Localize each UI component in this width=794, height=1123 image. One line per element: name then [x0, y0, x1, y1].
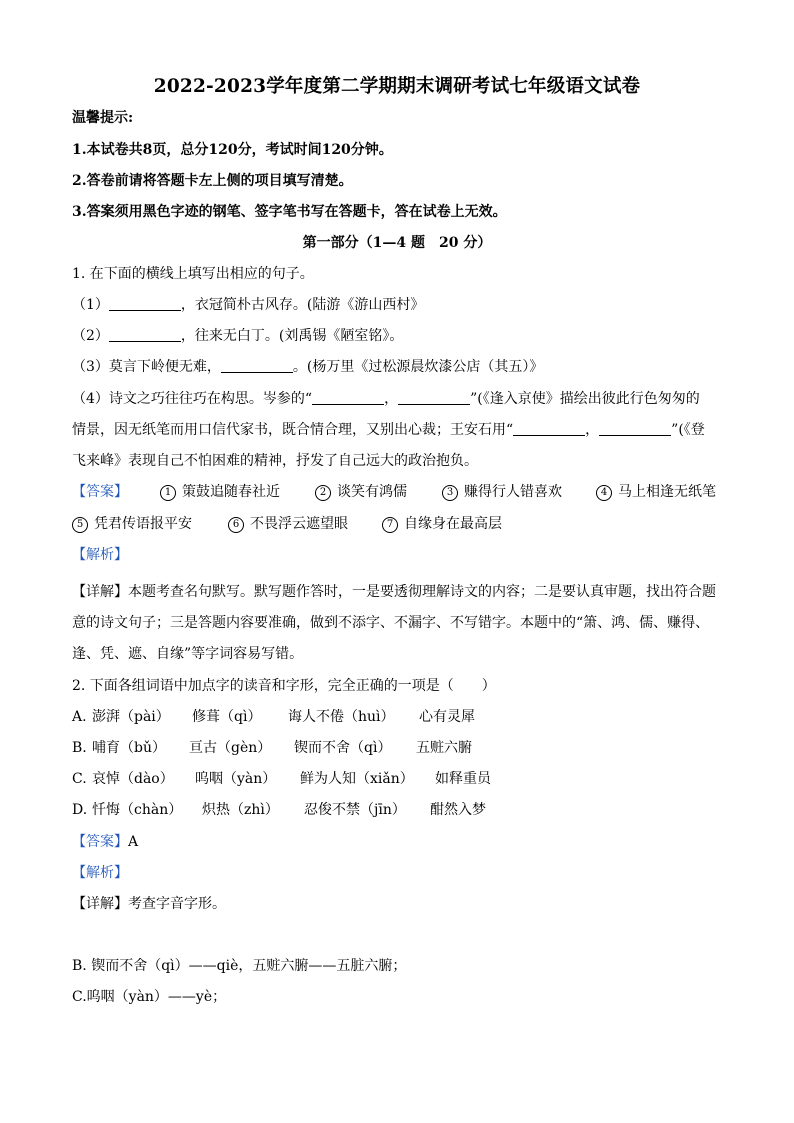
circle-number: 7 [382, 517, 398, 533]
fill-blank [513, 421, 585, 436]
question-line [72, 420, 705, 440]
answer-text: 凭君传语报平安 [94, 516, 192, 532]
sub-number: （2） [72, 328, 109, 344]
question-text: 。(杨万里《过松源晨炊漆公店（其五）》 [292, 359, 544, 375]
question-line [72, 389, 700, 409]
answer-label: 【答案】 [72, 484, 128, 500]
option-word: 哺育（bǔ） [92, 740, 166, 756]
question-stem: 1. 在下面的横线上填写出相应的句子。 [72, 266, 314, 282]
circle-number: 4 [596, 485, 612, 501]
answer-item [160, 482, 280, 502]
question-text: ”(《登 [671, 422, 705, 438]
option-word: 心有灵犀 [419, 709, 475, 725]
answer-text: 自缘身在最高层 [404, 516, 502, 532]
option-word: 忍俊不禁（jīn） [304, 802, 406, 818]
answer-item [596, 482, 716, 502]
option-label: A. [72, 709, 87, 725]
sub-number: （1） [72, 297, 109, 313]
answer-text: 谈笑有鸿儒 [337, 484, 407, 500]
answer-item [382, 514, 502, 534]
answer-line [72, 832, 138, 852]
detail-line: 逢、凭、遮、自缘”等字词容易写错。 [72, 646, 304, 662]
circle-number: 1 [160, 485, 176, 501]
detail-line: 【详解】考查字音字形。 [72, 896, 226, 912]
answer-text: 赚得行人错喜欢 [464, 484, 562, 500]
circle-number: 2 [315, 485, 331, 501]
analysis-label: 【解析】 [72, 865, 128, 881]
question-text: （3）莫言下岭便无难， [72, 359, 221, 375]
option-word: 澎湃（pài） [92, 709, 170, 725]
fill-blank [599, 421, 671, 436]
option-word: 五赃六腑 [416, 740, 472, 756]
answer-item [442, 482, 562, 502]
explain-line: B. 锲而不舍（qì）——qiè，五赃六腑——五脏六腑； [72, 958, 407, 974]
analysis-label: 【解析】 [72, 547, 128, 563]
page-title: 2022-2023学年度第二学期期末调研考试七年级语文试卷 [153, 76, 641, 97]
answer-item [228, 514, 348, 534]
explain-line: C.呜咽（yàn）——yè； [72, 989, 227, 1005]
option-label: D. [72, 802, 88, 818]
question-line [72, 326, 403, 346]
section-heading: 第一部分（1—4 题 20 分） [302, 235, 492, 251]
fill-blank [221, 358, 293, 373]
option-word: 如释重员 [435, 771, 491, 787]
fill-blank [398, 390, 470, 405]
question-line [72, 295, 424, 315]
notice-heading: 温馨提示: [72, 110, 134, 126]
option-word: 炽热（zhì） [202, 802, 279, 818]
answer-text: 不畏浮云遮望眼 [250, 516, 348, 532]
answer-item [315, 482, 407, 502]
fill-blank [312, 390, 384, 405]
detail-line: 【详解】本题考查名句默写。默写题作答时，一是要透彻理解诗文的内容；二是要认真审题，找出符合题 [72, 584, 716, 600]
option-word: 酣然入梦 [430, 802, 486, 818]
option-label: B. [72, 740, 87, 756]
question-stem: 2. 下面各组词语中加点字的读音和字形，完全正确的一项是（ ） [72, 678, 496, 694]
notice-item: 2.答卷前请将答题卡左上侧的项目填写清楚。 [72, 173, 353, 189]
option-word: 忏悔（chàn） [92, 802, 183, 818]
circle-number: 5 [72, 517, 88, 533]
question-text: 情景，因无纸笔而用口信代家书，既合情合理，又别出心裁；王安石用“ [72, 422, 514, 438]
option-word: 亘古（gèn） [189, 740, 272, 756]
option-word: 锲而不舍（qì） [294, 740, 392, 756]
notice-item: 3.答案须用黑色字迹的钢笔、签字笔书写在答题卡，答在试卷上无效。 [72, 204, 507, 220]
answer-text: 马上相逢无纸笔 [618, 484, 716, 500]
answer-item [72, 514, 192, 534]
option-word: 修葺（qì） [192, 709, 262, 725]
question-text: ， [384, 391, 399, 407]
option-word: 鲜为人知（xiǎn） [300, 771, 414, 787]
question-text: ，往来无白丁。(刘禹锡《陋室铭》。 [180, 328, 404, 344]
fill-blank [109, 327, 181, 342]
question-text: ”(《逢入京使》描绘出彼此行色匆匆的 [470, 391, 700, 407]
circle-number: 3 [442, 485, 458, 501]
question-text: ， [585, 422, 600, 438]
fill-blank [109, 296, 181, 311]
option-word: 呜咽（yàn） [195, 771, 277, 787]
question-line [72, 357, 543, 377]
option-word: 哀悼（dào） [92, 771, 174, 787]
question-text: ，衣冠简朴古风存。(陆游《游山西村》 [180, 297, 425, 313]
question-text: （4）诗文之巧往往巧在构思。岑参的“ [72, 391, 313, 407]
detail-line: 意的诗文句子；三是答题内容要准确，做到不添字、不漏字、不写错字。本题中的“箫、鸿、儒、赚得、 [72, 615, 710, 631]
answer-label: 【答案】 [72, 834, 128, 850]
option-word: 诲人不倦（huì） [288, 709, 395, 725]
answer-value: A [128, 834, 139, 850]
circle-number: 6 [228, 517, 244, 533]
answer-text: 策鼓追随春社近 [182, 484, 280, 500]
option-label: C. [72, 771, 87, 787]
question-line: 飞来峰》表现自己不怕困难的精神，抒发了自己远大的政治抱负。 [72, 453, 478, 469]
notice-item: 1.本试卷共8页，总分120分，考试时间120分钟。 [72, 142, 393, 158]
